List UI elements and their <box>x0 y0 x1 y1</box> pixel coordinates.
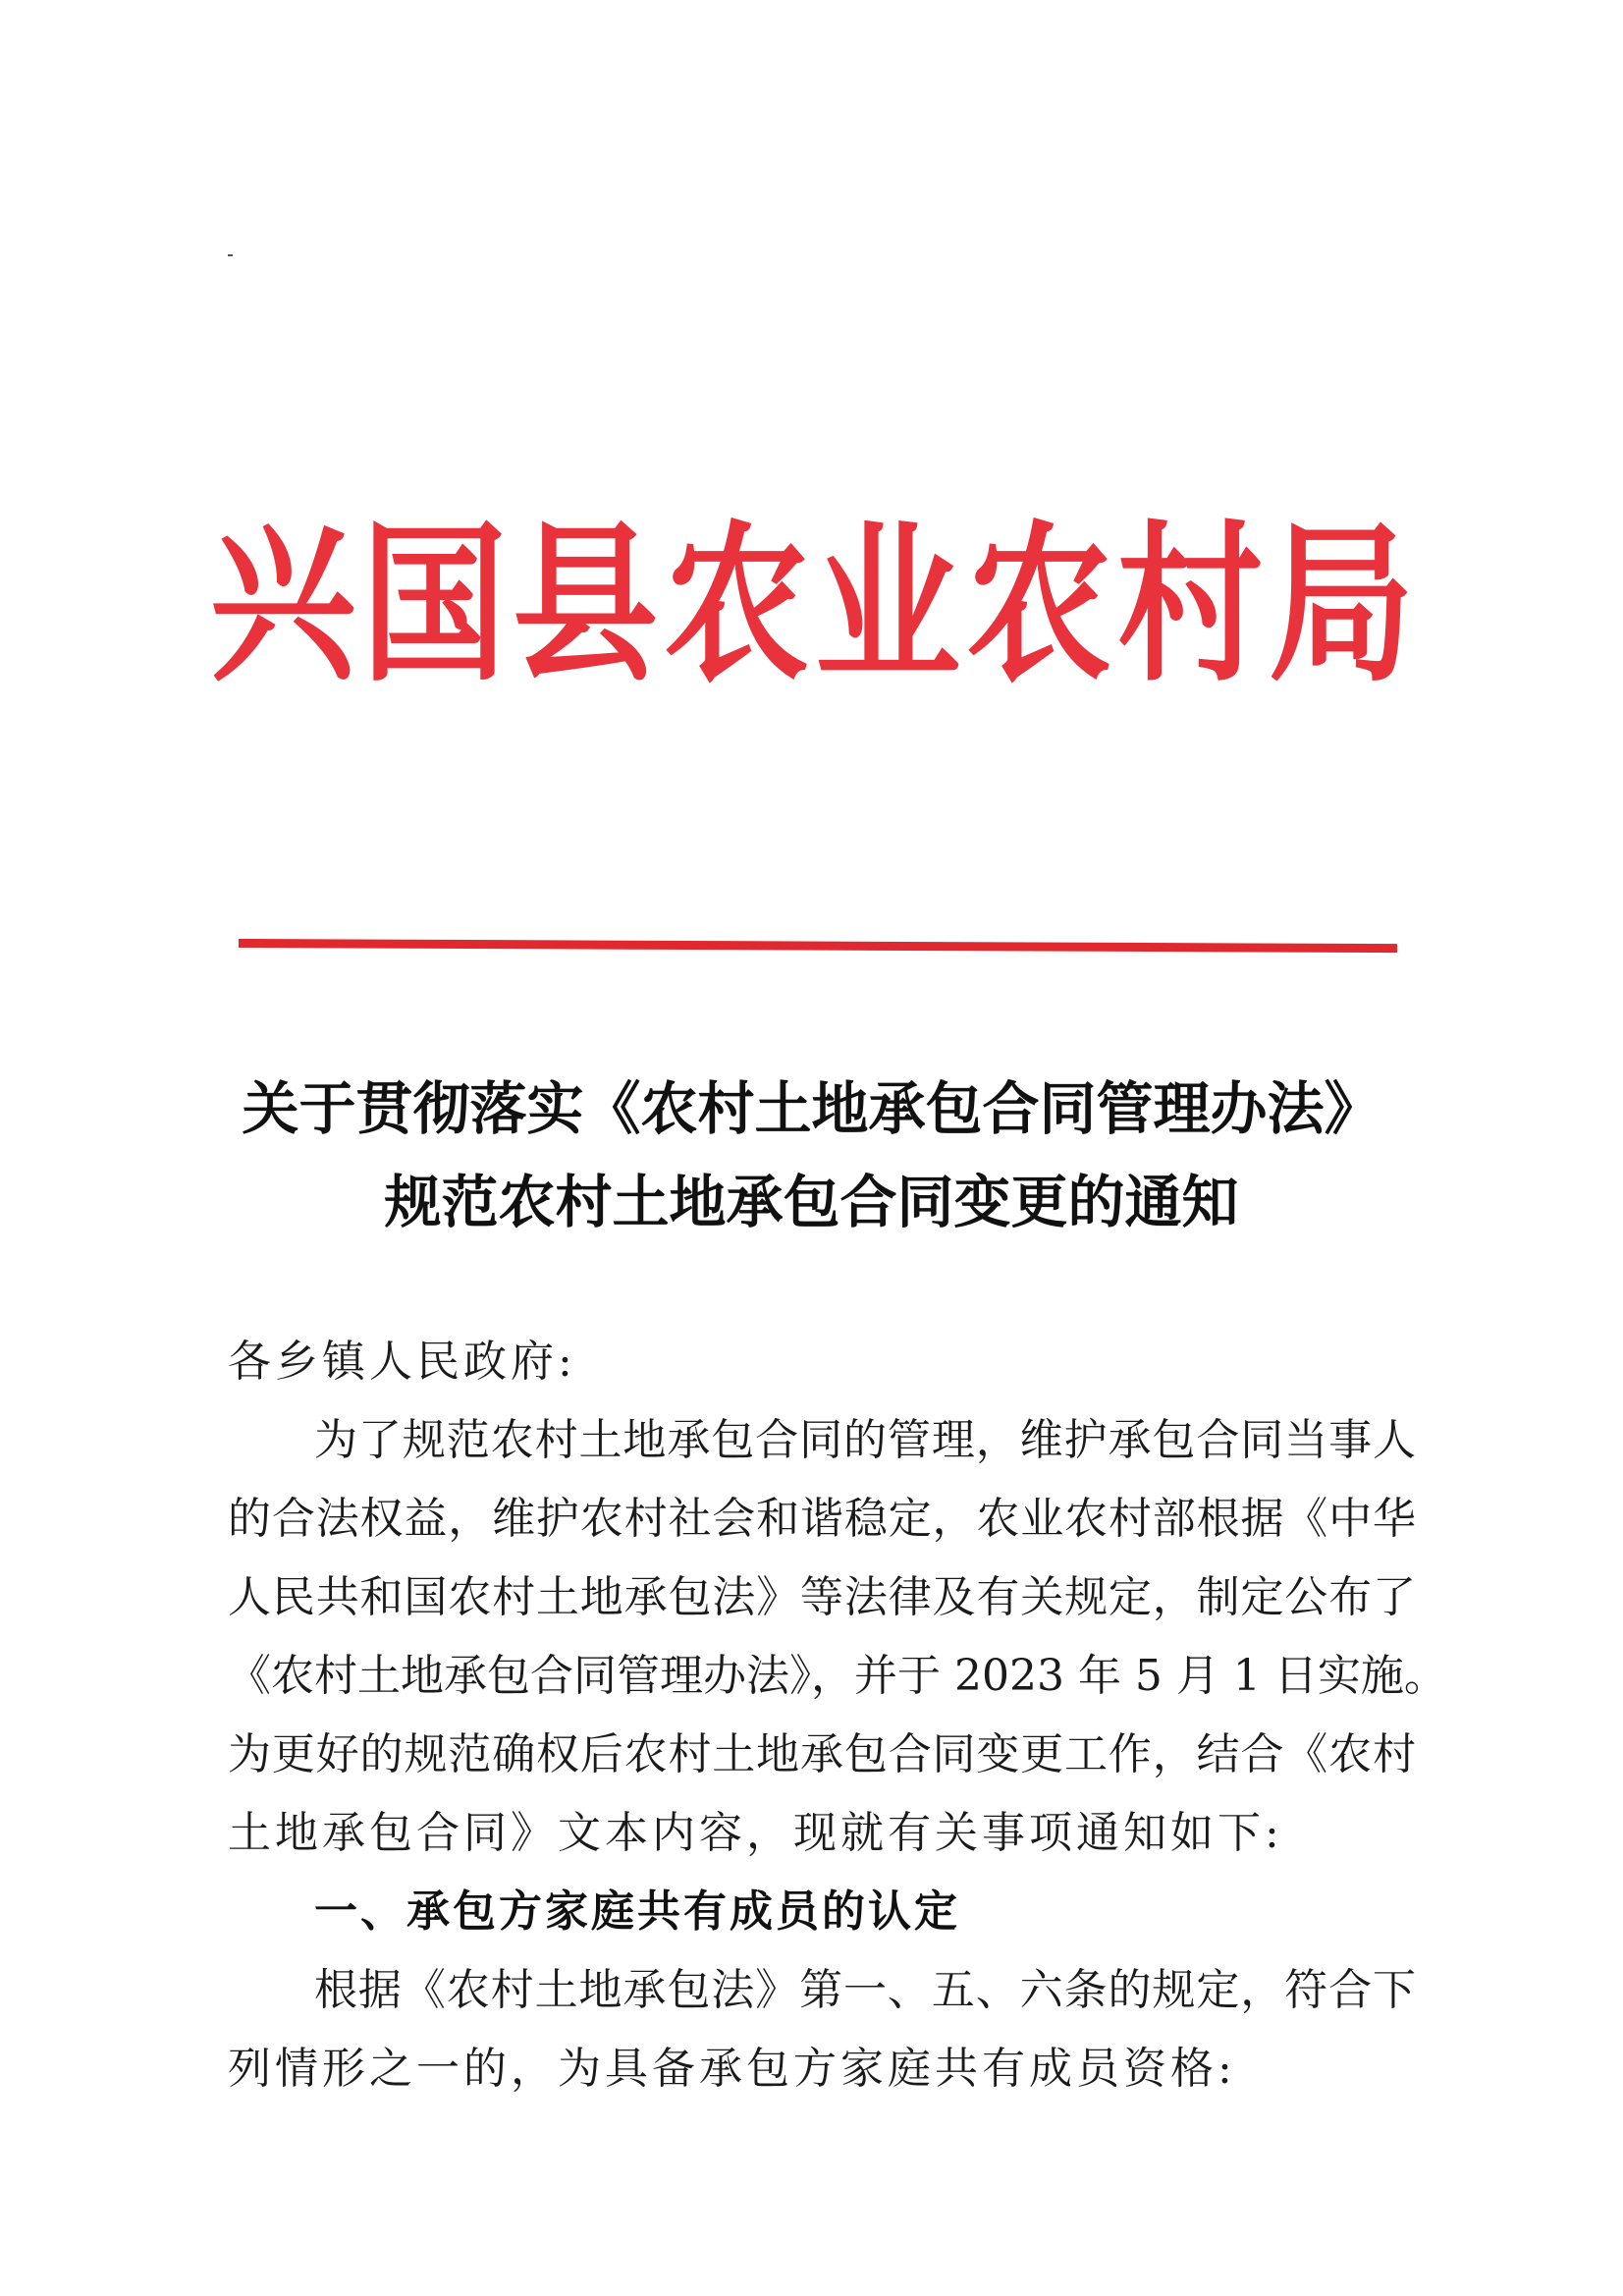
section-1-heading: 一、承包方家庭共有成员的认定 <box>314 1886 960 1937</box>
issuing-organization-name: 兴国县农业农村局 <box>210 503 1420 705</box>
letterhead <box>210 491 1420 717</box>
paragraph-1-line-4: 《农村土地承包合同管理办法》，并于 2023 年 5 月 1 日实施。 <box>228 1651 1447 1701</box>
salutation: 各乡镇人民政府: <box>228 1337 576 1387</box>
letterhead-red-divider <box>239 939 1397 953</box>
paragraph-1-line-2: 的合法权益，维护农村社会和谐稳定，农业农村部根据《中华 <box>228 1494 1416 1544</box>
paragraph-2-line-1: 根据《农村土地承包法》第一、五、六条的规定，符合下 <box>314 1965 1416 2015</box>
scan-speck <box>228 254 233 256</box>
document-title-line-2: 规范农村土地承包合同变更的通知 <box>384 1169 1239 1235</box>
document-title-line-1: 关于贯彻落实《农村土地承包合同管理办法》 <box>242 1075 1381 1142</box>
paragraph-1-line-6: 土地承包合同》文本内容，现就有关事项通知如下: <box>228 1808 1283 1858</box>
paragraph-2-line-2: 列情形之一的，为具备承包方家庭共有成员资格: <box>228 2044 1236 2094</box>
paragraph-1-line-1: 为了规范农村土地承包合同的管理，维护承包合同当事人 <box>314 1415 1416 1465</box>
paragraph-1-line-5: 为更好的规范确权后农村土地承包合同变更工作，结合《农村 <box>228 1729 1416 1779</box>
paragraph-1-line-3: 人民共和国农村土地承包法》等法律及有关规定，制定公布了 <box>228 1572 1416 1622</box>
